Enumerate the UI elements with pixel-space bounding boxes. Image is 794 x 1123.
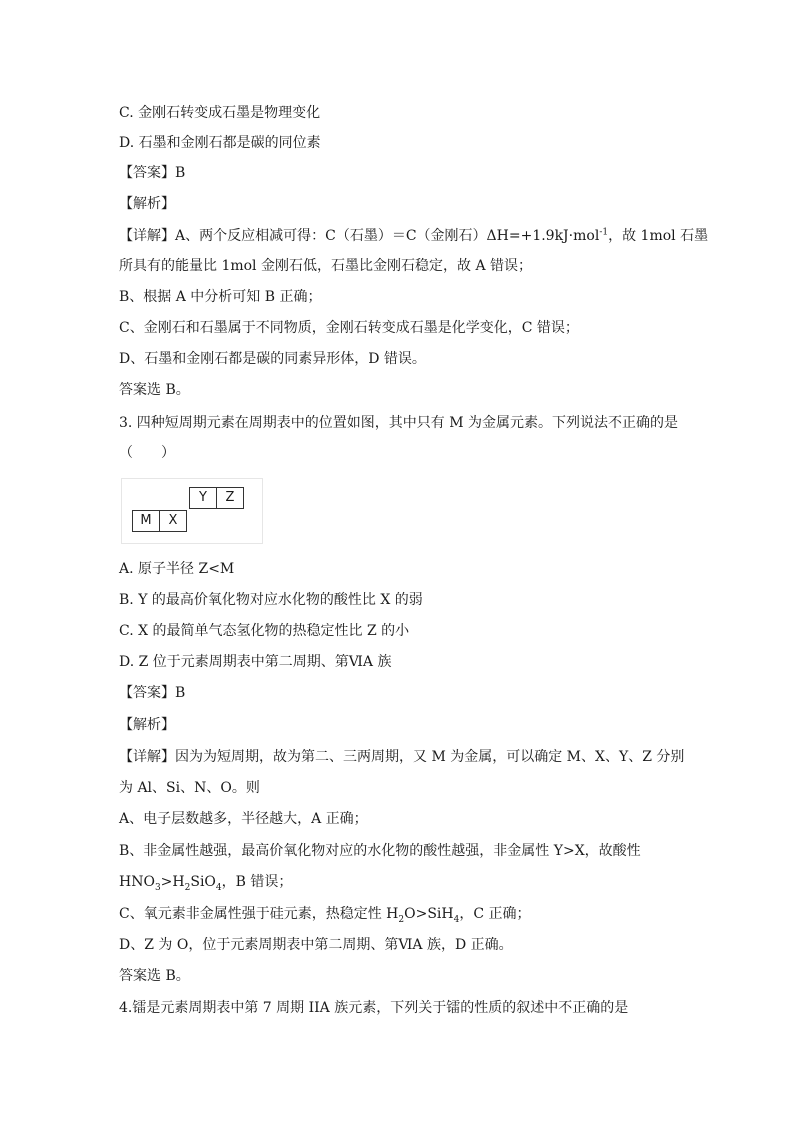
- q3-option-a: A. 原子半径 Z<M: [119, 561, 235, 577]
- formula-sub: 3: [154, 882, 161, 893]
- cell-z: Z: [216, 487, 244, 509]
- q3-option-d: D. Z 位于元素周期表中第二周期、第ⅥA 族: [119, 654, 392, 670]
- cell-y: Y: [189, 487, 217, 509]
- formula-part: >H: [160, 874, 185, 890]
- formula-sub: 4: [215, 882, 222, 893]
- q3-detail-line-7: D、Z 为 O，位于元素周期表中第二周期、第ⅥA 族，D 正确。: [119, 937, 513, 953]
- q2-option-d: D. 石墨和金刚石都是碳的同位素: [119, 135, 321, 151]
- q4-stem: 4.镭是元素周期表中第 7 周期 IIA 族元素，下列关于镭的性质的叙述中不正确的是: [119, 1000, 629, 1016]
- cell-m: M: [132, 510, 160, 532]
- q2-option-c: C. 金刚石转变成石墨是物理变化: [119, 105, 321, 121]
- formula-tail: ，C 正确；: [459, 906, 531, 922]
- formula-part: HNO: [119, 874, 155, 890]
- formula-sub: 2: [184, 882, 191, 893]
- q3-detail-line-3: A、电子层数越多，半径越大，A 正确；: [119, 811, 368, 827]
- formula-sub: 4: [453, 914, 460, 925]
- q2-detail-1-sup: -1: [599, 227, 609, 238]
- formula-tail: ，B 错误；: [221, 874, 293, 890]
- q3-detail-line-2: 为 Al、Si、N、O。则: [119, 780, 260, 796]
- q3-option-c: C. X 的最简单气态氢化物的热稳定性比 Z 的小: [119, 623, 410, 639]
- q3-stem: 3. 四种短周期元素在周期表中的位置如图，其中只有 M 为金属元素。下列说法不正确的是: [119, 415, 679, 431]
- formula-part: O>SiH: [404, 906, 454, 922]
- q3-detail-line-1: 【详解】因为为短周期，故为第二、三两周期，又 M 为金属，可以确定 M、X、Y、Z 分别: [119, 749, 685, 765]
- q2-detail-line-5: D、石墨和金刚石都是碳的同素异形体，D 错误。: [119, 351, 426, 367]
- formula-sub: 2: [398, 914, 405, 925]
- q2-answer: 【答案】B: [119, 165, 186, 181]
- q3-detail-line-5: [119, 872, 292, 892]
- formula-part: SiO: [190, 874, 216, 890]
- q2-analysis-heading: 【解析】: [119, 196, 175, 212]
- q3-detail-line-6: [119, 904, 531, 924]
- cell-x: X: [159, 510, 187, 532]
- periodic-table-diagram: [121, 478, 263, 544]
- q2-detail-line-1: [119, 226, 708, 246]
- q2-detail-line-3: B、根据 A 中分析可知 B 正确；: [119, 289, 322, 305]
- q2-detail-1-tail: ，故 1mol 石墨: [608, 228, 709, 244]
- q2-detail-1-text: 【详解】A、两个反应相减可得：C（石墨）＝C（金刚石）ΔH=+1.9kJ·mol: [119, 228, 600, 244]
- q2-detail-line-4: C、金刚石和石墨属于不同物质，金刚石转变成石墨是化学变化，C 错误；: [119, 320, 579, 336]
- q3-paren: （ ）: [119, 445, 175, 461]
- q3-choose: 答案选 B。: [119, 968, 190, 984]
- formula-part: C、氧元素非金属性强于硅元素，热稳定性 H: [119, 906, 399, 922]
- q2-detail-line-2: 所具有的能量比 1mol 金刚石低，石墨比金刚石稳定，故 A 错误；: [119, 258, 532, 274]
- q3-detail-line-4: B、非金属性越强，最高价氧化物对应的水化物的酸性越强，非金属性 Y>X，故酸性: [119, 843, 641, 859]
- q2-choose: 答案选 B。: [119, 382, 190, 398]
- q3-option-b: B. Y 的最高价氧化物对应水化物的酸性比 X 的弱: [119, 592, 423, 608]
- q3-answer: 【答案】B: [119, 685, 186, 701]
- q3-analysis-heading: 【解析】: [119, 717, 175, 733]
